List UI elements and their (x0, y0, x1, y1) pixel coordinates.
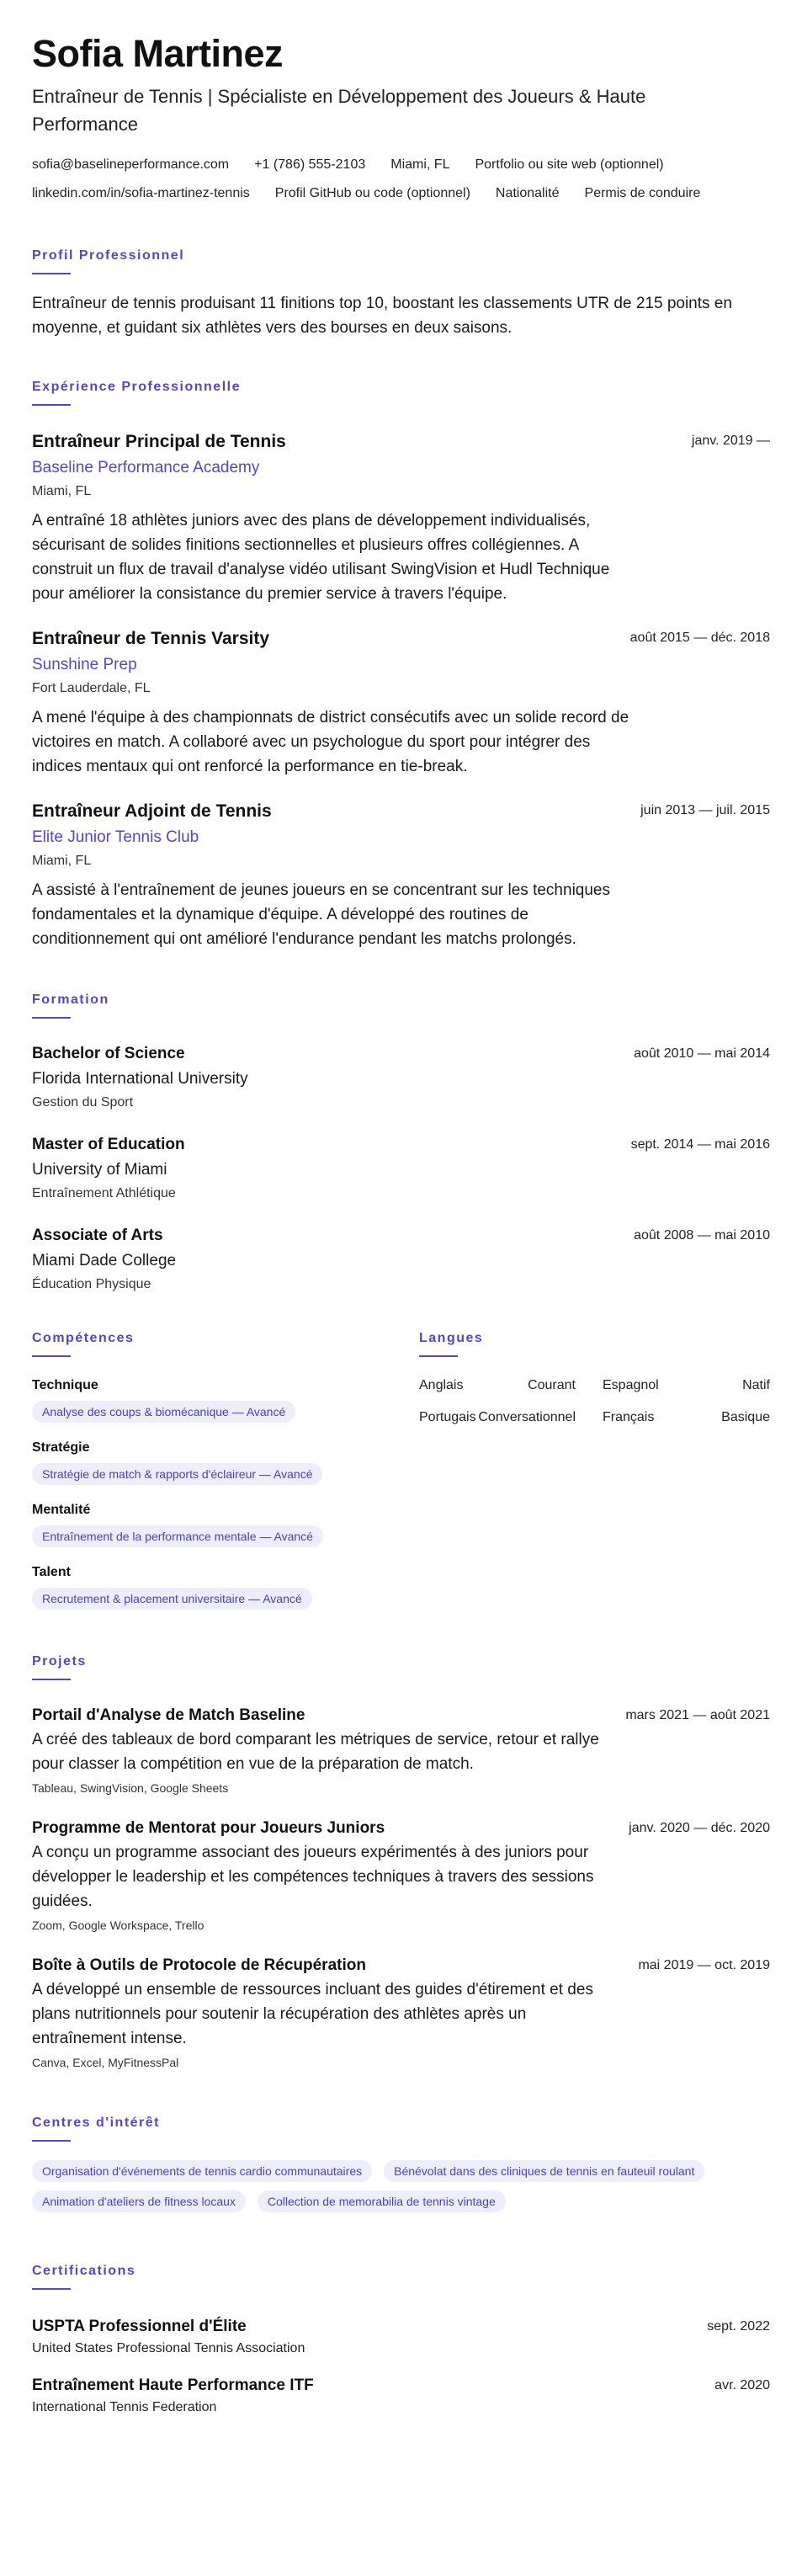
certification-entry (32, 2315, 770, 2359)
section-title-languages: Langues (419, 1331, 484, 1345)
project-dates: mai 2019 — oct. 2019 (638, 1958, 770, 1972)
section-title-education: Formation (32, 993, 109, 1007)
section-title-experience: Expérience Professionnelle (32, 380, 241, 394)
interests-section (32, 2113, 770, 2212)
project-tech: Canva, Excel, MyFitnessPal (32, 2056, 179, 2069)
section-divider (32, 2288, 71, 2290)
skill-chip: Stratégie de match & rapports d'éclaireur — Avancé (32, 1463, 322, 1485)
experience-entry (32, 626, 770, 779)
contact-list (32, 155, 770, 204)
skill-chip: Recrutement & placement universitaire — Avancé (32, 1588, 312, 1610)
project-tech: Zoom, Google Workspace, Trello (32, 1919, 204, 1932)
certification-title: USPTA Professionnel d'Élite (32, 2318, 247, 2335)
section-title-projects: Projets (32, 1654, 87, 1669)
project-entry (32, 1704, 770, 1796)
language-level: Basique (721, 1410, 770, 1424)
field-of-study: Gestion du Sport (32, 1095, 134, 1110)
contact-nationality: Nationalité (495, 186, 560, 200)
section-title-summary: Profil Professionnel (32, 248, 185, 263)
project-tech: Tableau, SwingVision, Google Sheets (32, 1781, 229, 1795)
language-name: Anglais (419, 1378, 464, 1392)
education-dates: août 2010 — mai 2014 (634, 1046, 770, 1061)
education-entry (32, 1133, 770, 1204)
language-list (419, 1376, 770, 1428)
project-dates: janv. 2020 — déc. 2020 (629, 1821, 770, 1835)
language-name: Espagnol (603, 1378, 659, 1392)
candidate-headline: Entraîneur de Tennis | Spécialiste en Développement des Joueurs & Haute Performance (32, 86, 646, 135)
skill-category-name: Talent (32, 1565, 71, 1579)
language-item (419, 1376, 587, 1396)
job-organization: Elite Junior Tennis Club (32, 828, 199, 846)
job-dates: juin 2013 — juil. 2015 (640, 803, 770, 817)
section-title-skills: Compétences (32, 1331, 135, 1345)
field-of-study: Entraînement Athlétique (32, 1186, 176, 1200)
project-description: A développé un ensemble de ressources incluant des guides d'étirement et des plans nutritionnels pour soutenir la récupération des athlètes après un entraînement intense. (32, 1981, 593, 2047)
section-divider (32, 273, 71, 274)
project-title: Portail d'Analyse de Match Baseline (32, 1706, 305, 1724)
education-dates: août 2008 — mai 2010 (634, 1228, 770, 1243)
project-entry (32, 1817, 770, 1934)
experience-entry (32, 429, 770, 606)
skill-chip: Entraînement de la performance mentale — Avancé (32, 1525, 323, 1547)
experience-entry (32, 799, 770, 951)
contact-linkedin[interactable]: linkedin.com/in/sofia-martinez-tennis (32, 186, 250, 200)
section-divider (32, 2140, 71, 2142)
contact-github[interactable]: Profil GitHub ou code (optionnel) (274, 186, 470, 200)
job-dates: août 2015 — déc. 2018 (629, 631, 770, 645)
certifications-section (32, 2261, 770, 2418)
project-title: Boîte à Outils de Protocole de Récupération (32, 1956, 366, 1974)
job-location: Miami, FL (32, 854, 92, 868)
education-section (32, 990, 770, 1295)
languages-section (419, 1328, 770, 1610)
section-divider (419, 1355, 458, 1357)
language-level: Conversationnel (478, 1410, 576, 1424)
language-item (587, 1408, 770, 1428)
project-entry (32, 1954, 770, 2071)
skill-category (32, 1562, 419, 1610)
certification-entry (32, 2374, 770, 2418)
skills-languages-row (32, 1328, 770, 1610)
skill-category-name: Technique (32, 1378, 98, 1392)
school-name: Miami Dade College (32, 1252, 177, 1269)
interest-chip: Collection de memorabilia de tennis vintage (258, 2190, 506, 2212)
certification-issuer: International Tennis Federation (32, 2400, 217, 2414)
job-description: A entraîné 18 athlètes juniors avec des plans de développement individualisés, sécurisant de solides finitions sectionnelles et plusieurs offres collégiennes. A construit un flux de travail d'analyse vidéo utilisant SwingVision et Hudl Technique pour améliorer la consistance du premier service à travers l'équipe. (32, 512, 610, 603)
job-title: Entraîneur Principal de Tennis (32, 432, 286, 451)
job-description: A mené l'équipe à des championnats de district consécutifs avec un solide record de victoires en match. A collaboré avec un psychologue du sport pour intégrer des indices mentaux qui ont renforcé la performance en tie-break. (32, 709, 629, 775)
certification-date: sept. 2022 (707, 2319, 770, 2334)
interest-chip: Animation d'ateliers de fitness locaux (32, 2190, 246, 2212)
language-item (419, 1408, 587, 1428)
candidate-name: Sofia Martinez (32, 32, 284, 75)
project-description: A créé des tableaux de bord comparant les métriques de service, retour et rallye pour classer la compétition en vue de la préparation de match. (32, 1731, 599, 1773)
section-title-interests: Centres d'intérêt (32, 2116, 160, 2130)
job-description: A assisté à l'entraînement de jeunes joueurs en se concentrant sur les techniques fondamentales et la dynamique d'équipe. A développé des routines de conditionnement qui ont amélioré l'endurance pendant les matchs prolongés. (32, 881, 610, 948)
project-dates: mars 2021 — août 2021 (625, 1708, 770, 1722)
section-divider (32, 404, 71, 406)
language-level: Natif (742, 1378, 770, 1392)
certification-issuer: United States Professional Tennis Association (32, 2341, 305, 2355)
language-name: Français (603, 1410, 655, 1424)
interest-chip: Bénévolat dans des cliniques de tennis en fauteuil roulant (384, 2160, 704, 2182)
job-dates: janv. 2019 — (691, 434, 770, 448)
section-title-certifications: Certifications (32, 2264, 136, 2278)
language-level: Courant (528, 1378, 576, 1392)
skills-section (32, 1328, 419, 1610)
certification-title: Entraînement Haute Performance ITF (32, 2376, 314, 2394)
resume-header (32, 32, 770, 204)
job-organization: Baseline Performance Academy (32, 459, 260, 476)
section-divider (32, 1355, 71, 1357)
experience-section (32, 377, 770, 951)
summary-text: Entraîneur de tennis produisant 11 finitions top 10, boostant les classements UTR de 215 points en moyenne, et guidant six athlètes vers des bourses en deux saisons. (32, 295, 732, 337)
school-name: Florida International University (32, 1070, 248, 1088)
contact-driving-license: Permis de conduire (584, 186, 701, 200)
interest-chip: Organisation d'événements de tennis cardio communautaires (32, 2160, 372, 2182)
skill-category (32, 1438, 419, 1485)
education-dates: sept. 2014 — mai 2016 (630, 1137, 770, 1152)
interest-list (32, 2160, 770, 2212)
job-location: Fort Lauderdale, FL (32, 681, 151, 695)
contact-location: Miami, FL (390, 157, 450, 172)
language-item (587, 1376, 770, 1396)
job-location: Miami, FL (32, 484, 92, 498)
degree-title: Associate of Arts (32, 1227, 163, 1244)
education-entry (32, 1224, 770, 1295)
school-name: University of Miami (32, 1161, 167, 1179)
section-divider (32, 1679, 71, 1680)
skill-chip: Analyse des coups & biomécanique — Avancé (32, 1401, 295, 1423)
language-name: Portugais (419, 1410, 476, 1424)
skill-category-name: Mentalité (32, 1503, 91, 1517)
job-title: Entraîneur Adjoint de Tennis (32, 801, 272, 821)
degree-title: Bachelor of Science (32, 1045, 185, 1062)
project-title: Programme de Mentorat pour Joueurs Juniors (32, 1819, 385, 1837)
contact-portfolio[interactable]: Portfolio ou site web (optionnel) (475, 157, 664, 172)
education-entry (32, 1042, 770, 1113)
project-description: A conçu un programme associant des joueurs expérimentés à des juniors pour développer le leadership et les compétences techniques à travers des sessions guidées. (32, 1844, 594, 1910)
job-organization: Sunshine Prep (32, 656, 137, 673)
skill-category (32, 1376, 419, 1423)
summary-section (32, 246, 770, 340)
job-title: Entraîneur de Tennis Varsity (32, 629, 270, 648)
section-divider (32, 1017, 71, 1019)
contact-phone[interactable]: +1 (786) 555-2103 (254, 157, 366, 172)
contact-email[interactable]: sofia@baselineperformance.com (32, 157, 230, 172)
certification-date: avr. 2020 (714, 2378, 770, 2392)
degree-title: Master of Education (32, 1136, 185, 1153)
field-of-study: Éducation Physique (32, 1277, 151, 1291)
skill-category (32, 1500, 419, 1547)
projects-section (32, 1652, 770, 2071)
skill-category-name: Stratégie (32, 1440, 90, 1455)
